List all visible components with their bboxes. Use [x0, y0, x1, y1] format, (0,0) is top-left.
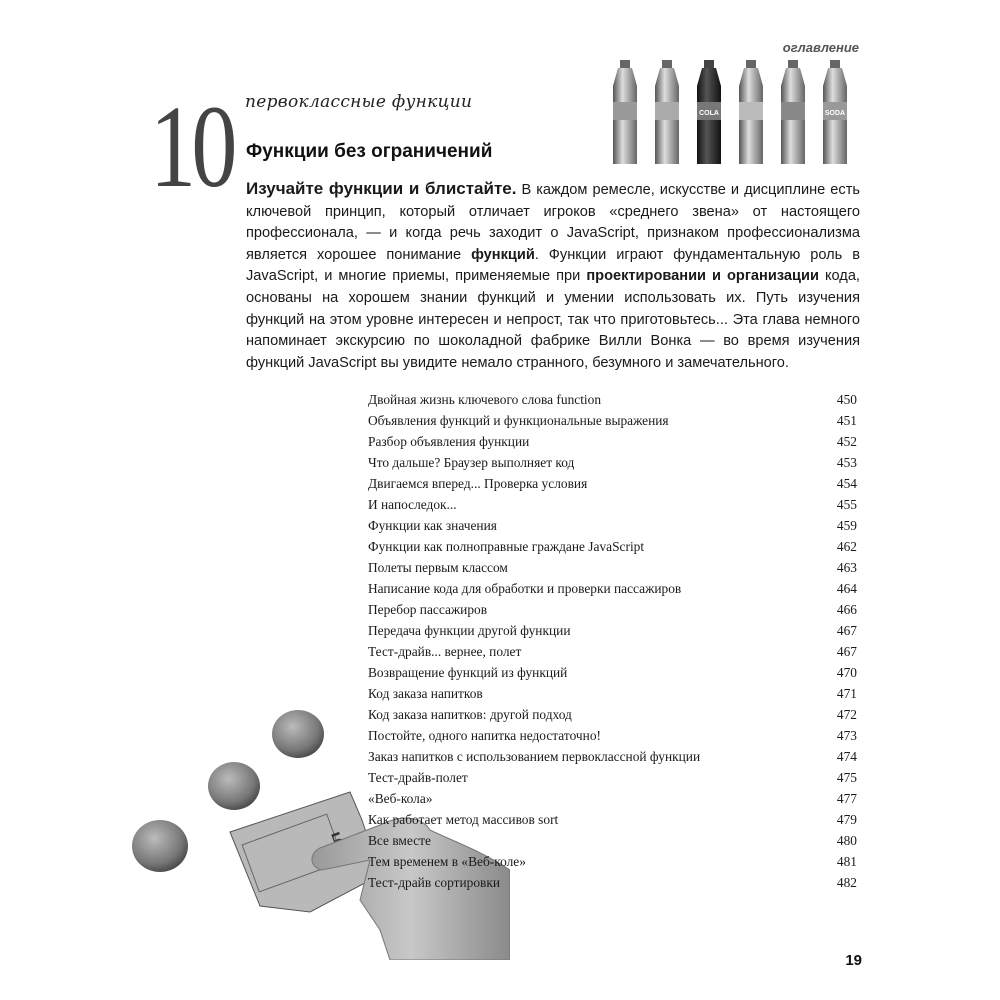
bottle-2 [655, 60, 679, 164]
intro-bold-1: функций [471, 246, 535, 263]
cookie-2 [208, 762, 260, 810]
intro-text-2: . Функции играют фундаментальную роль в JavaScript, и многие приемы, применяемые при [246, 246, 860, 285]
toc-item[interactable]: Все вместе 480 [368, 833, 857, 848]
section-label: оглавление [782, 40, 859, 55]
toc-item[interactable]: Что дальше? Браузер выполняет код 453 [368, 455, 857, 470]
bottle-6 [823, 60, 847, 164]
intro-bold-2: проектировании и организации [586, 268, 819, 285]
toc-item[interactable]: Функции как полноправные граждане JavaScript 462 [368, 539, 857, 554]
toc-item[interactable]: Код заказа напитков: другой подход 472 [368, 707, 857, 722]
toc-item[interactable]: Функции как значения 459 [368, 518, 857, 533]
chapter-intro [246, 178, 860, 374]
chapter-number: 10 [150, 81, 233, 212]
cookie-3 [132, 820, 188, 872]
toc-item[interactable]: Объявления функций и функциональные выражения 451 [368, 413, 857, 428]
toc-item[interactable]: Тест-драйв сортировки 482 [368, 875, 857, 890]
toc-item[interactable]: И напоследок... 455 [368, 497, 857, 512]
toc-item[interactable]: Двойная жизнь ключевого слова function 450 [368, 392, 857, 407]
toc-item[interactable]: Перебор пассажиров 466 [368, 602, 857, 617]
toc-item[interactable]: «Веб-кола» 477 [368, 791, 857, 806]
chapter-title: Функции без ограничений [246, 141, 493, 162]
bottle-3 [697, 60, 721, 164]
bottle-label-soda: SODA [824, 110, 846, 117]
table-of-contents [368, 389, 857, 893]
toc-item[interactable]: Тест-драйв-полет 475 [368, 770, 857, 785]
toc-item[interactable]: Написание кода для обработки и проверки пассажиров 464 [368, 581, 857, 596]
toc-item[interactable]: Тест-драйв... вернее, полет 467 [368, 644, 857, 659]
cookie-1 [272, 710, 324, 758]
toc-item[interactable]: Постойте, одного напитка недостаточно! 473 [368, 728, 857, 743]
toc-item[interactable]: Заказ напитков с использованием первоклассной функции 474 [368, 749, 857, 764]
page-number: 19 [845, 952, 862, 969]
toc-item[interactable]: Возвращение функций из функций 470 [368, 665, 857, 680]
soda-bottles-illustration [606, 58, 856, 168]
toc-item[interactable]: Код заказа напитков 471 [368, 686, 857, 701]
intro-lead: Изучайте функции и блистайте. [246, 179, 517, 198]
bottle-label-cola: COLA [699, 110, 719, 117]
intro-text-1: В каждом ремесле, искусстве и дисциплине есть ключевой принцип, который отличает игроков «среднего звена» от настоящего профессионала, — и когда речь заходит о JavaScript, признаком профессионализма является хорошее понимание [246, 182, 860, 263]
toc-item[interactable]: Передача функции другой функции 467 [368, 623, 857, 638]
intro-text-3: кода, основаны на хорошем знании функций и умении использовать их. Путь изучения функций на этом уровне интересен и непрост, так что приготовьтесь... Эта глава немного напоминает экскурсию по шоколадной фабрике Вилли Вонка — во время изучения функций JavaScript вы увидите немало странного, безумного и замечательного. [246, 268, 860, 371]
toc-item[interactable]: Полеты первым классом 463 [368, 560, 857, 575]
toc-item[interactable]: Как работает метод массивов sort 479 [368, 812, 857, 827]
bottle-5 [781, 60, 805, 164]
bottle-1 [613, 60, 637, 164]
toc-item[interactable]: Тем временем в «Веб-коле» 481 [368, 854, 857, 869]
toc-item[interactable]: Двигаемся вперед... Проверка условия 454 [368, 476, 857, 491]
toc-item[interactable]: Разбор объявления функции 452 [368, 434, 857, 449]
chapter-subtitle: первоклассные функции [245, 92, 473, 112]
bottle-4 [739, 60, 763, 164]
